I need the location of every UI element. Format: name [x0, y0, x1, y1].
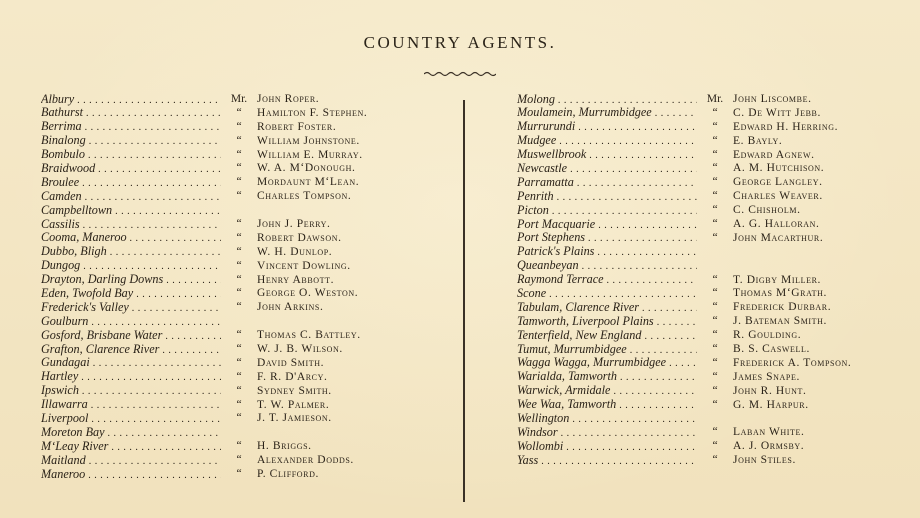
ditto-mark: “	[236, 370, 242, 383]
place-name: Hartley . . .	[41, 370, 221, 385]
agent-name: J. T. Jamieson.	[257, 412, 332, 425]
place-name: Braidwood . . .	[41, 162, 221, 177]
ditto-mark: “	[712, 426, 718, 439]
agent-row	[517, 135, 851, 149]
ditto-mark: “	[236, 176, 242, 189]
agent-row	[517, 371, 851, 385]
place-name: Maneroo . . .	[41, 468, 221, 483]
agent-row	[41, 357, 367, 371]
agent-name: Robert Foster.	[257, 120, 337, 133]
ditto-mark: “	[712, 440, 718, 453]
ditto-mark: “	[712, 134, 718, 147]
agent-name: Frederick A. Tompson.	[733, 356, 852, 369]
agent-row	[517, 107, 851, 121]
agent-name: William E. Murray.	[257, 148, 363, 161]
agent-row	[517, 190, 851, 204]
agent-name: Henry Abbott.	[257, 273, 335, 286]
agent-row	[41, 440, 367, 454]
agent-name: John Macarthur.	[733, 231, 824, 244]
ditto-mark: “	[236, 190, 242, 203]
ditto-mark: “	[236, 301, 242, 314]
agent-name: Frederick Durbar.	[733, 301, 832, 314]
agent-row	[41, 399, 367, 413]
agent-row	[517, 329, 851, 343]
agent-name: A. M. Hutchison.	[733, 162, 825, 175]
agent-row	[517, 93, 851, 107]
place-name: Campbelltown . . .	[41, 204, 221, 219]
agent-name: David Smith.	[257, 356, 325, 369]
agent-row	[517, 454, 851, 468]
agent-row	[41, 371, 367, 385]
place-name: Wee Waa, Tamworth . . .	[517, 398, 697, 413]
agent-row	[517, 440, 851, 454]
agent-name: C. De Witt Jebb.	[733, 106, 821, 119]
ditto-mark: “	[236, 218, 242, 231]
agent-row	[41, 260, 367, 274]
place-name: Mudgee . . .	[517, 134, 697, 149]
place-name: Patrick's Plains . . .	[517, 245, 697, 260]
agent-name: Mordaunt M‘Lean.	[257, 176, 360, 189]
place-name: Queanbeyan . . .	[517, 259, 697, 274]
agent-row	[517, 176, 851, 190]
place-name: Tamworth, Liverpool Plains . . .	[517, 315, 697, 330]
ditto-mark: Mr.	[230, 93, 248, 105]
agent-name: John J. Perry.	[257, 218, 331, 231]
place-name: Camden . . .	[41, 190, 221, 205]
agent-name: Laban White.	[733, 426, 805, 439]
agent-name: A. G. Halloran.	[733, 218, 820, 231]
agent-row	[517, 343, 851, 357]
agent-name: George O. Weston.	[257, 287, 359, 300]
agent-name: Thomas C. Battley.	[257, 329, 361, 342]
agent-row	[517, 426, 851, 440]
ditto-mark: “	[712, 343, 718, 356]
place-name: Broulee . . .	[41, 176, 221, 191]
right-agent-column	[517, 93, 851, 468]
agent-row	[517, 218, 851, 232]
agent-name: F. R. D'Arcy.	[257, 370, 328, 383]
agent-name: R. Goulding.	[733, 329, 802, 342]
ditto-mark: “	[236, 287, 242, 300]
agent-row	[41, 468, 367, 482]
ditto-mark: “	[236, 245, 242, 258]
ditto-mark: “	[712, 356, 718, 369]
agent-row	[517, 121, 851, 135]
place-name: Moulamein, Murrumbidgee . . .	[517, 106, 697, 121]
ditto-mark: “	[712, 273, 718, 286]
agent-row	[41, 93, 367, 107]
agent-name: Charles Weaver.	[733, 190, 823, 203]
title-ornament-rule	[424, 70, 496, 78]
ditto-mark: “	[236, 398, 242, 411]
agent-row	[517, 287, 851, 301]
ditto-mark: “	[236, 259, 242, 272]
place-name: Maitland . . .	[41, 454, 221, 469]
agent-row	[41, 176, 367, 190]
place-name: Moreton Bay . . .	[41, 426, 221, 441]
agent-name: Vincent Dowling.	[257, 259, 351, 272]
place-name: Wagga Wagga, Murrumbidgee . . .	[517, 356, 697, 371]
ditto-mark: “	[712, 315, 718, 328]
agent-row	[41, 190, 367, 204]
ditto-mark: “	[236, 329, 242, 342]
place-name: Goulburn . . .	[41, 315, 221, 330]
place-name: Bombulo . . .	[41, 148, 221, 163]
agent-row	[517, 260, 851, 274]
agent-name: C. Chisholm.	[733, 204, 801, 217]
ditto-mark: “	[712, 454, 718, 467]
ditto-mark: “	[236, 468, 242, 481]
ditto-mark: “	[712, 218, 718, 231]
ditto-mark: “	[236, 134, 242, 147]
agent-row	[41, 343, 367, 357]
ditto-mark: “	[236, 412, 242, 425]
ditto-mark: “	[712, 231, 718, 244]
ditto-mark: “	[712, 148, 718, 161]
agent-name: Sydney Smith.	[257, 384, 332, 397]
agent-row	[517, 162, 851, 176]
ditto-mark: “	[712, 287, 718, 300]
ditto-mark: “	[712, 370, 718, 383]
agent-name: J. Bateman Smith.	[733, 315, 828, 328]
place-name: Wollombi . . .	[517, 440, 697, 455]
agent-row	[41, 454, 367, 468]
agent-row	[41, 121, 367, 135]
ditto-mark: “	[712, 329, 718, 342]
agent-row	[41, 385, 367, 399]
place-name: Port Macquarie . . .	[517, 218, 697, 233]
place-name: Bathurst . . .	[41, 106, 221, 121]
agent-row	[517, 412, 851, 426]
ditto-mark: “	[712, 176, 718, 189]
place-name: Eden, Twofold Bay . . .	[41, 287, 221, 302]
ditto-mark: “	[236, 454, 242, 467]
place-name: Binalong . . .	[41, 134, 221, 149]
place-name: Newcastle . . .	[517, 162, 697, 177]
place-name: M‘Leay River . . .	[41, 440, 221, 455]
agent-name: T. Digby Miller.	[733, 273, 822, 286]
agent-row	[41, 135, 367, 149]
agent-row	[41, 246, 367, 260]
place-name: Murrurundi . . .	[517, 120, 697, 135]
place-name: Ipswich . . .	[41, 384, 221, 399]
agent-name: W. A. M‘Donough.	[257, 162, 356, 175]
place-name: Tenterfield, New England . . .	[517, 329, 697, 344]
ditto-mark: “	[712, 106, 718, 119]
place-name: Albury . . .	[41, 93, 221, 108]
agent-name: William Johnstone.	[257, 134, 360, 147]
place-name: Raymond Terrace . . .	[517, 273, 697, 288]
place-name: Dubbo, Bligh . . .	[41, 245, 221, 260]
agent-name: W. H. Dunlop.	[257, 245, 333, 258]
place-name: Yass . . .	[517, 454, 697, 469]
agent-row	[41, 149, 367, 163]
agent-name: John Liscombe.	[733, 93, 812, 105]
agent-name: Edward Agnew.	[733, 148, 815, 161]
agent-name: T. W. Palmer.	[257, 398, 330, 411]
agent-name: John R. Hunt.	[733, 384, 807, 397]
agent-name: P. Clifford.	[257, 468, 319, 481]
place-name: Scone . . .	[517, 287, 697, 302]
agent-row	[41, 412, 367, 426]
ditto-mark: “	[236, 148, 242, 161]
left-agent-column	[41, 93, 367, 482]
place-name: Gundagai . . .	[41, 356, 221, 371]
place-name: Liverpool . . .	[41, 412, 221, 427]
place-name: Muswellbrook . . .	[517, 148, 697, 163]
ditto-mark: “	[236, 162, 242, 175]
ditto-mark: “	[236, 106, 242, 119]
place-name: Cassilis . . .	[41, 218, 221, 233]
agent-name: James Snape.	[733, 370, 800, 383]
place-name: Port Stephens . . .	[517, 231, 697, 246]
agent-name: George Langley.	[733, 176, 823, 189]
column-divider	[463, 100, 465, 502]
agent-row	[41, 287, 367, 301]
ditto-mark: “	[712, 384, 718, 397]
agent-row	[517, 149, 851, 163]
agent-row	[41, 232, 367, 246]
place-name: Tabulam, Clarence River . . .	[517, 301, 697, 316]
ditto-mark: “	[712, 301, 718, 314]
place-name: Picton . . .	[517, 204, 697, 219]
agent-name: Thomas M‘Grath.	[733, 287, 827, 300]
agent-name: Edward H. Herring.	[733, 120, 839, 133]
agent-row	[41, 218, 367, 232]
place-name: Warwick, Armidale . . .	[517, 384, 697, 399]
agent-name: E. Bayly.	[733, 134, 783, 147]
agent-row	[517, 232, 851, 246]
ditto-mark: “	[236, 120, 242, 133]
place-name: Warialda, Tamworth . . .	[517, 370, 697, 385]
agent-row	[517, 301, 851, 315]
agent-name: G. M. Harpur.	[733, 398, 809, 411]
agent-row	[517, 385, 851, 399]
place-name: Gosford, Brisbane Water . . .	[41, 329, 221, 344]
ditto-mark: “	[712, 120, 718, 133]
ditto-mark: “	[712, 398, 718, 411]
agent-row	[41, 426, 367, 440]
agent-name: John Roper.	[257, 93, 320, 105]
place-name: Tumut, Murrumbidgee . . .	[517, 343, 697, 358]
agent-row	[41, 329, 367, 343]
page-title: COUNTRY AGENTS.	[363, 33, 557, 52]
place-name: Cooma, Maneroo . . .	[41, 231, 221, 246]
agent-name: H. Briggs.	[257, 440, 312, 453]
agent-row	[517, 399, 851, 413]
agent-name: John Arkins.	[257, 301, 324, 314]
ditto-mark: “	[712, 204, 718, 217]
place-name: Windsor . . .	[517, 426, 697, 441]
place-name: Wellington . . .	[517, 412, 697, 427]
ditto-mark: “	[236, 440, 242, 453]
agent-row	[41, 274, 367, 288]
ditto-mark: “	[236, 384, 242, 397]
ditto-mark: Mr.	[706, 93, 724, 105]
agent-row	[517, 315, 851, 329]
place-name: Dungog . . .	[41, 259, 221, 274]
place-name: Molong . . .	[517, 93, 697, 108]
place-name: Illawarra . . .	[41, 398, 221, 413]
agent-row	[517, 246, 851, 260]
agent-name: B. S. Caswell.	[733, 343, 810, 356]
ditto-mark: “	[712, 190, 718, 203]
agent-row	[41, 162, 367, 176]
agent-name: Alexander Dodds.	[257, 454, 354, 467]
place-name: Drayton, Darling Downs . . .	[41, 273, 221, 288]
ditto-mark: “	[236, 231, 242, 244]
agent-row	[41, 301, 367, 315]
agent-row	[41, 107, 367, 121]
agent-name: A. J. Ormsby.	[733, 440, 805, 453]
agent-row	[41, 315, 367, 329]
ditto-mark: “	[236, 343, 242, 356]
agent-name: Hamilton F. Stephen.	[257, 106, 368, 119]
ditto-mark: “	[236, 273, 242, 286]
ditto-mark: “	[236, 356, 242, 369]
agent-row	[517, 357, 851, 371]
agent-name: Charles Tompson.	[257, 190, 352, 203]
agent-name: W. J. B. Wilson.	[257, 343, 343, 356]
agent-row	[41, 204, 367, 218]
agent-row	[517, 274, 851, 288]
place-name: Parramatta . . .	[517, 176, 697, 191]
place-name: Grafton, Clarence River . . .	[41, 343, 221, 358]
ditto-mark: “	[712, 162, 718, 175]
place-name: Berrima . . .	[41, 120, 221, 135]
agent-name: John Stiles.	[733, 454, 796, 467]
place-name: Frederick's Valley . . .	[41, 301, 221, 316]
agent-row	[517, 204, 851, 218]
place-name: Penrith . . .	[517, 190, 697, 205]
agent-name: Robert Dawson.	[257, 231, 342, 244]
